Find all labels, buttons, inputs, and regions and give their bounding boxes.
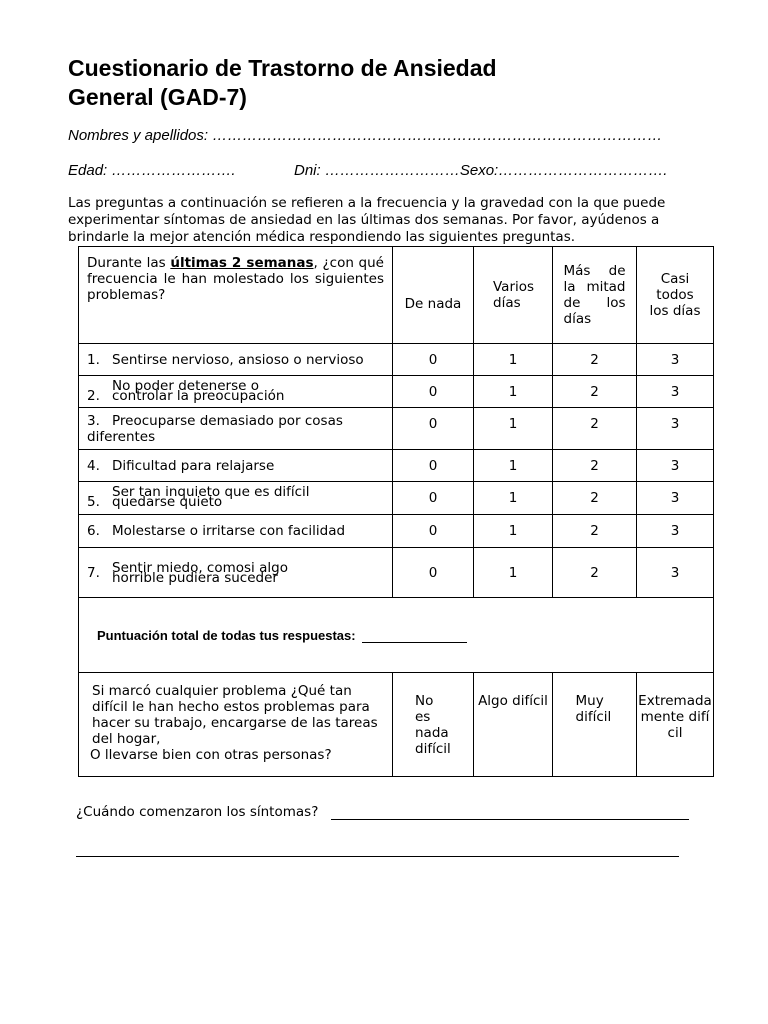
total-score xyxy=(79,598,714,673)
difficulty-option-2[interactable]: Muy difícil xyxy=(553,673,637,777)
score-option[interactable]: 3 xyxy=(637,482,714,515)
question-5: 5.Ser tan inquieto que es difícil quedarse quieto xyxy=(79,482,393,515)
score-option[interactable]: 2 xyxy=(553,376,637,408)
score-option[interactable]: 0 xyxy=(393,450,474,482)
score-option[interactable]: 0 xyxy=(393,548,474,598)
score-option[interactable]: 3 xyxy=(637,408,714,450)
difficulty-option-3[interactable]: Extremadamente difícil xyxy=(637,673,714,777)
header-question: Durante las últimas 2 semanas, ¿con qué frecuencia le han molestado los siguientes problemas? xyxy=(79,247,393,344)
question-3: 3. Preocuparse demasiado por cosas diferentes xyxy=(79,408,393,450)
question-2: 2.No poder detenerse o controlar la preocupación xyxy=(79,376,393,408)
question-6: 6. Molestarse o irritarse con facilidad xyxy=(79,515,393,548)
onset-label: ¿Cuándo comenzaron los síntomas? xyxy=(76,804,319,820)
table-row xyxy=(79,482,714,515)
header-emphasis: últimas 2 semanas xyxy=(170,255,314,271)
score-option[interactable]: 3 xyxy=(637,344,714,376)
score-option[interactable]: 1 xyxy=(474,515,553,548)
age-field: Edad: ……………………. xyxy=(68,162,236,179)
intro-paragraph: Las preguntas a continuación se refieren a la frecuencia y la gravedad con la que puede experimentar síntomas de ansiedad en las últimas dos semanas. Por favor, ayúdenos a brindarle la mejor atención médica respondiendo las siguientes preguntas. xyxy=(68,195,666,245)
score-option[interactable]: 1 xyxy=(474,408,553,450)
header-option-2: Más de la mitad de los días xyxy=(553,247,637,344)
page-title: Cuestionario de Trastorno de Ansiedad General (GAD-7) xyxy=(68,55,497,110)
score-option[interactable]: 0 xyxy=(393,482,474,515)
score-option[interactable]: 3 xyxy=(637,548,714,598)
difficulty-option-0[interactable]: No es nada difícil xyxy=(393,673,474,777)
score-option[interactable]: 3 xyxy=(637,515,714,548)
table-header-row xyxy=(79,247,714,344)
table-row xyxy=(79,376,714,408)
score-option[interactable]: 0 xyxy=(393,376,474,408)
gad7-table xyxy=(78,246,714,777)
question-4: 4. Dificultad para relajarse xyxy=(79,450,393,482)
onset-answer-line[interactable] xyxy=(331,819,689,820)
score-option[interactable]: 0 xyxy=(393,344,474,376)
score-option[interactable]: 2 xyxy=(553,344,637,376)
difficulty-option-1[interactable]: Algo difícil xyxy=(474,673,553,777)
difficulty-row xyxy=(79,673,714,777)
question-7: 7. Sentir miedo, comosi algo horrible pudiera suceder xyxy=(79,548,393,598)
table-row xyxy=(79,515,714,548)
score-option[interactable]: 1 xyxy=(474,344,553,376)
score-option[interactable]: 3 xyxy=(637,450,714,482)
total-label: Puntuación total de todas tus respuestas: xyxy=(97,627,356,643)
score-option[interactable]: 2 xyxy=(553,482,637,515)
header-option-3: Casi todos los días xyxy=(637,247,714,344)
difficulty-question: Si marcó cualquier problema ¿Qué tan difícil le han hecho estos problemas para hacer su trabajo, encargarse de las tareas del hogar, O llevarse bien con otras personas? xyxy=(79,673,393,777)
score-option[interactable]: 2 xyxy=(553,548,637,598)
onset-answer-line-2[interactable] xyxy=(76,856,679,857)
header-option-0: De nada xyxy=(393,247,474,344)
score-option[interactable]: 1 xyxy=(474,376,553,408)
total-row xyxy=(79,598,714,673)
score-option[interactable]: 1 xyxy=(474,548,553,598)
score-option[interactable]: 0 xyxy=(393,515,474,548)
table-row xyxy=(79,450,714,482)
score-option[interactable]: 1 xyxy=(474,482,553,515)
name-field: Nombres y apellidos: ……………………………………………………………………………… xyxy=(68,127,663,144)
score-option[interactable]: 0 xyxy=(393,408,474,450)
score-option[interactable]: 2 xyxy=(553,450,637,482)
score-option[interactable]: 2 xyxy=(553,515,637,548)
score-option[interactable]: 3 xyxy=(637,376,714,408)
table-row xyxy=(79,344,714,376)
score-option[interactable]: 1 xyxy=(474,450,553,482)
total-score-blank[interactable] xyxy=(362,628,467,643)
question-1: 1. Sentirse nervioso, ansioso o nervioso xyxy=(79,344,393,376)
dni-sex-field: Dni: ………………………Sexo:……………………………. xyxy=(294,162,668,179)
table-row xyxy=(79,548,714,598)
header-option-1: Varios días xyxy=(474,247,553,344)
score-option[interactable]: 2 xyxy=(553,408,637,450)
table-row xyxy=(79,408,714,450)
